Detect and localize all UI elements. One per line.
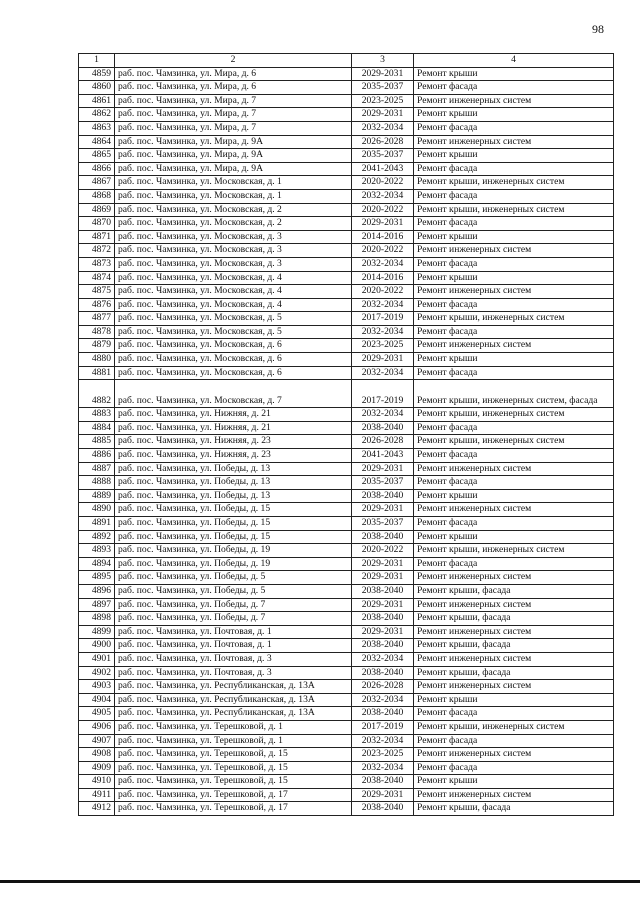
work-type-cell: Ремонт фасада [414,298,614,312]
period-cell: 2038-2040 [352,639,414,653]
row-number-cell: 4866 [79,162,115,176]
address-cell: раб. пос. Чамзинка, ул. Мира, д. 9А [115,162,352,176]
period-cell: 2038-2040 [352,666,414,680]
period-cell: 2038-2040 [352,802,414,816]
table-row [79,217,614,231]
work-type-cell: Ремонт крыши [414,693,614,707]
row-number-cell: 4885 [79,435,115,449]
period-cell: 2032-2034 [352,325,414,339]
period-cell: 2026-2028 [352,135,414,149]
work-type-cell: Ремонт крыши, инженерных систем [414,544,614,558]
work-type-cell: Ремонт крыши [414,530,614,544]
row-number-cell: 4908 [79,748,115,762]
row-number-cell: 4912 [79,802,115,816]
work-type-cell: Ремонт фасада [414,476,614,490]
period-cell: 2032-2034 [352,121,414,135]
row-number-cell: 4884 [79,421,115,435]
work-type-cell: Ремонт фасада [414,557,614,571]
row-number-cell: 4868 [79,189,115,203]
period-cell: 2032-2034 [352,761,414,775]
work-type-cell: Ремонт фасада [414,707,614,721]
row-number-cell: 4910 [79,775,115,789]
address-cell: раб. пос. Чамзинка, ул. Нижняя, д. 23 [115,449,352,463]
row-number-cell: 4869 [79,203,115,217]
period-cell: 2032-2034 [352,366,414,380]
work-type-cell: Ремонт крыши, фасада [414,612,614,626]
address-cell: раб. пос. Чамзинка, ул. Победы, д. 5 [115,571,352,585]
row-number-cell: 4883 [79,408,115,422]
address-cell: раб. пос. Чамзинка, ул. Нижняя, д. 21 [115,408,352,422]
header-cell-3: 3 [352,54,414,68]
table-row [79,230,614,244]
table-row [79,680,614,694]
address-cell: раб. пос. Чамзинка, ул. Московская, д. 5 [115,312,352,326]
period-cell: 2038-2040 [352,489,414,503]
address-cell: раб. пос. Чамзинка, ул. Победы, д. 13 [115,462,352,476]
address-cell: раб. пос. Чамзинка, ул. Московская, д. 2 [115,203,352,217]
period-cell: 2038-2040 [352,707,414,721]
work-type-cell: Ремонт инженерных систем [414,462,614,476]
period-cell: 2014-2016 [352,271,414,285]
table-row [79,775,614,789]
period-cell: 2032-2034 [352,652,414,666]
row-number-cell: 4887 [79,462,115,476]
row-number-cell: 4904 [79,693,115,707]
row-number-cell: 4875 [79,285,115,299]
period-cell: 2038-2040 [352,584,414,598]
period-cell: 2038-2040 [352,530,414,544]
address-cell: раб. пос. Чамзинка, ул. Московская, д. 4 [115,285,352,299]
work-type-cell: Ремонт крыши, инженерных систем [414,720,614,734]
row-number-cell: 4907 [79,734,115,748]
table-row [79,557,614,571]
work-type-cell: Ремонт фасада [414,449,614,463]
work-type-cell: Ремонт инженерных систем [414,652,614,666]
work-type-cell: Ремонт крыши, фасада [414,584,614,598]
table-row [79,257,614,271]
table-row [79,135,614,149]
row-number-cell: 4909 [79,761,115,775]
work-type-cell: Ремонт фасада [414,517,614,531]
address-cell: раб. пос. Чамзинка, ул. Терешковой, д. 17 [115,788,352,802]
work-type-cell: Ремонт фасада [414,257,614,271]
table-row [79,652,614,666]
period-cell: 2038-2040 [352,612,414,626]
address-cell: раб. пос. Чамзинка, ул. Мира, д. 7 [115,94,352,108]
table-row [79,176,614,190]
address-cell: раб. пос. Чамзинка, ул. Победы, д. 7 [115,612,352,626]
table-row [79,693,614,707]
address-cell: раб. пос. Чамзинка, ул. Почтовая, д. 3 [115,666,352,680]
period-cell: 2020-2022 [352,176,414,190]
header-cell-4: 4 [414,54,614,68]
period-cell: 2032-2034 [352,189,414,203]
work-type-cell: Ремонт инженерных систем [414,571,614,585]
table-row [79,748,614,762]
repair-schedule-table [78,53,614,816]
address-cell: раб. пос. Чамзинка, ул. Победы, д. 15 [115,517,352,531]
period-cell: 2017-2019 [352,312,414,326]
row-number-cell: 4903 [79,680,115,694]
row-number-cell: 4859 [79,67,115,81]
period-cell: 2026-2028 [352,435,414,449]
bottom-scan-edge [0,880,640,883]
address-cell: раб. пос. Чамзинка, ул. Победы, д. 7 [115,598,352,612]
table-row [79,707,614,721]
period-cell: 2032-2034 [352,257,414,271]
work-type-cell: Ремонт крыши, инженерных систем [414,435,614,449]
address-cell: раб. пос. Чамзинка, ул. Почтовая, д. 3 [115,652,352,666]
period-cell: 2029-2031 [352,598,414,612]
table-row [79,489,614,503]
work-type-cell: Ремонт фасада [414,81,614,95]
work-type-cell: Ремонт крыши, фасада [414,666,614,680]
table-row [79,435,614,449]
work-type-cell: Ремонт инженерных систем [414,244,614,258]
table-row [79,285,614,299]
row-number-cell: 4891 [79,517,115,531]
header-cell-1: 1 [79,54,115,68]
address-cell: раб. пос. Чамзинка, ул. Московская, д. 3 [115,244,352,258]
row-number-cell: 4881 [79,366,115,380]
period-cell: 2029-2031 [352,108,414,122]
row-number-cell: 4896 [79,584,115,598]
row-number-cell: 4871 [79,230,115,244]
row-number-cell: 4863 [79,121,115,135]
address-cell: раб. пос. Чамзинка, ул. Московская, д. 6 [115,339,352,353]
table-row [79,81,614,95]
period-cell: 2032-2034 [352,408,414,422]
address-cell: раб. пос. Чамзинка, ул. Терешковой, д. 15 [115,775,352,789]
work-type-cell: Ремонт крыши [414,108,614,122]
period-cell: 2017-2019 [352,380,414,408]
work-type-cell: Ремонт фасада [414,121,614,135]
row-number-cell: 4886 [79,449,115,463]
table-row [79,802,614,816]
table-row [79,625,614,639]
period-cell: 2029-2031 [352,462,414,476]
table-row [79,734,614,748]
address-cell: раб. пос. Чамзинка, ул. Победы, д. 15 [115,530,352,544]
period-cell: 2029-2031 [352,571,414,585]
table-row [79,271,614,285]
row-number-cell: 4898 [79,612,115,626]
table-row [79,298,614,312]
address-cell: раб. пос. Чамзинка, ул. Победы, д. 19 [115,544,352,558]
row-number-cell: 4870 [79,217,115,231]
work-type-cell: Ремонт фасада [414,366,614,380]
row-number-cell: 4861 [79,94,115,108]
work-type-cell: Ремонт инженерных систем [414,503,614,517]
address-cell: раб. пос. Чамзинка, ул. Московская, д. 3 [115,257,352,271]
row-number-cell: 4889 [79,489,115,503]
address-cell: раб. пос. Чамзинка, ул. Мира, д. 9А [115,135,352,149]
row-number-cell: 4906 [79,720,115,734]
table-row [79,666,614,680]
address-cell: раб. пос. Чамзинка, ул. Республиканская, д. 13А [115,693,352,707]
table-row [79,203,614,217]
address-cell: раб. пос. Чамзинка, ул. Победы, д. 15 [115,503,352,517]
table-row [79,598,614,612]
work-type-cell: Ремонт крыши, инженерных систем [414,408,614,422]
table-row [79,121,614,135]
period-cell: 2020-2022 [352,544,414,558]
row-number-cell: 4911 [79,788,115,802]
address-cell: раб. пос. Чамзинка, ул. Московская, д. 6 [115,353,352,367]
row-number-cell: 4892 [79,530,115,544]
row-number-cell: 4900 [79,639,115,653]
table-row [79,476,614,490]
address-cell: раб. пос. Чамзинка, ул. Терешковой, д. 15 [115,761,352,775]
period-cell: 2014-2016 [352,230,414,244]
row-number-cell: 4888 [79,476,115,490]
table-row [79,408,614,422]
work-type-cell: Ремонт крыши, инженерных систем [414,203,614,217]
table-row [79,584,614,598]
row-number-cell: 4895 [79,571,115,585]
period-cell: 2023-2025 [352,748,414,762]
work-type-cell: Ремонт крыши, фасада [414,802,614,816]
work-type-cell: Ремонт инженерных систем [414,135,614,149]
address-cell: раб. пос. Чамзинка, ул. Нижняя, д. 21 [115,421,352,435]
work-type-cell: Ремонт крыши [414,271,614,285]
table-row [79,761,614,775]
period-cell: 2023-2025 [352,339,414,353]
table-row [79,67,614,81]
address-cell: раб. пос. Чамзинка, ул. Почтовая, д. 1 [115,639,352,653]
table-row [79,530,614,544]
row-number-cell: 4897 [79,598,115,612]
work-type-cell: Ремонт крыши [414,353,614,367]
header-cell-2: 2 [115,54,352,68]
table-row [79,162,614,176]
table-row [79,380,614,408]
work-type-cell: Ремонт инженерных систем [414,94,614,108]
address-cell: раб. пос. Чамзинка, ул. Нижняя, д. 23 [115,435,352,449]
work-type-cell: Ремонт крыши [414,775,614,789]
address-cell: раб. пос. Чамзинка, ул. Московская, д. 1 [115,189,352,203]
address-cell: раб. пос. Чамзинка, ул. Мира, д. 9А [115,149,352,163]
period-cell: 2026-2028 [352,680,414,694]
work-type-cell: Ремонт фасада [414,734,614,748]
period-cell: 2029-2031 [352,503,414,517]
table-row [79,571,614,585]
work-type-cell: Ремонт инженерных систем [414,625,614,639]
period-cell: 2020-2022 [352,244,414,258]
table-row [79,312,614,326]
address-cell: раб. пос. Чамзинка, ул. Московская, д. 2 [115,217,352,231]
work-type-cell: Ремонт крыши, фасада [414,639,614,653]
address-cell: раб. пос. Чамзинка, ул. Почтовая, д. 1 [115,625,352,639]
table-row [79,449,614,463]
work-type-cell: Ремонт фасада [414,189,614,203]
address-cell: раб. пос. Чамзинка, ул. Победы, д. 13 [115,489,352,503]
table-row [79,639,614,653]
address-cell: раб. пос. Чамзинка, ул. Терешковой, д. 15 [115,748,352,762]
period-cell: 2032-2034 [352,734,414,748]
period-cell: 2020-2022 [352,203,414,217]
table-row [79,421,614,435]
address-cell: раб. пос. Чамзинка, ул. Мира, д. 6 [115,67,352,81]
row-number-cell: 4867 [79,176,115,190]
period-cell: 2035-2037 [352,81,414,95]
row-number-cell: 4862 [79,108,115,122]
address-cell: раб. пос. Чамзинка, ул. Мира, д. 7 [115,108,352,122]
address-cell: раб. пос. Чамзинка, ул. Московская, д. 5 [115,325,352,339]
work-type-cell: Ремонт фасада [414,217,614,231]
work-type-cell: Ремонт фасада [414,421,614,435]
address-cell: раб. пос. Чамзинка, ул. Московская, д. 7 [115,380,352,408]
row-number-cell: 4864 [79,135,115,149]
row-number-cell: 4872 [79,244,115,258]
period-cell: 2035-2037 [352,476,414,490]
work-type-cell: Ремонт крыши, инженерных систем [414,312,614,326]
period-cell: 2029-2031 [352,353,414,367]
work-type-cell: Ремонт крыши [414,489,614,503]
period-cell: 2029-2031 [352,557,414,571]
address-cell: раб. пос. Чамзинка, ул. Победы, д. 5 [115,584,352,598]
row-number-cell: 4893 [79,544,115,558]
table-row [79,366,614,380]
work-type-cell: Ремонт крыши [414,67,614,81]
table-header-row [79,54,614,68]
address-cell: раб. пос. Чамзинка, ул. Московская, д. 1 [115,176,352,190]
work-type-cell: Ремонт инженерных систем [414,285,614,299]
period-cell: 2017-2019 [352,720,414,734]
table-row [79,720,614,734]
work-type-cell: Ремонт фасада [414,325,614,339]
table-row [79,353,614,367]
row-number-cell: 4882 [79,380,115,408]
address-cell: раб. пос. Чамзинка, ул. Терешковой, д. 1 [115,734,352,748]
table-row [79,244,614,258]
row-number-cell: 4878 [79,325,115,339]
address-cell: раб. пос. Чамзинка, ул. Московская, д. 4 [115,298,352,312]
row-number-cell: 4880 [79,353,115,367]
row-number-cell: 4876 [79,298,115,312]
work-type-cell: Ремонт фасада [414,761,614,775]
table-row [79,503,614,517]
row-number-cell: 4877 [79,312,115,326]
address-cell: раб. пос. Чамзинка, ул. Победы, д. 13 [115,476,352,490]
address-cell: раб. пос. Чамзинка, ул. Победы, д. 19 [115,557,352,571]
period-cell: 2038-2040 [352,421,414,435]
period-cell: 2038-2040 [352,775,414,789]
work-type-cell: Ремонт инженерных систем [414,339,614,353]
work-type-cell: Ремонт крыши [414,230,614,244]
address-cell: раб. пос. Чамзинка, ул. Мира, д. 7 [115,121,352,135]
period-cell: 2041-2043 [352,162,414,176]
table-row [79,94,614,108]
table-row [79,517,614,531]
address-cell: раб. пос. Чамзинка, ул. Московская, д. 3 [115,230,352,244]
work-type-cell: Ремонт крыши, инженерных систем, фасада [414,380,614,408]
table-row [79,189,614,203]
address-cell: раб. пос. Чамзинка, ул. Терешковой, д. 1 [115,720,352,734]
row-number-cell: 4865 [79,149,115,163]
work-type-cell: Ремонт инженерных систем [414,748,614,762]
period-cell: 2032-2034 [352,298,414,312]
address-cell: раб. пос. Чамзинка, ул. Московская, д. 4 [115,271,352,285]
row-number-cell: 4879 [79,339,115,353]
work-type-cell: Ремонт крыши, инженерных систем [414,176,614,190]
address-cell: раб. пос. Чамзинка, ул. Республиканская, д. 13А [115,680,352,694]
work-type-cell: Ремонт крыши [414,149,614,163]
page-number: 98 [592,22,604,36]
table-row [79,108,614,122]
address-cell: раб. пос. Чамзинка, ул. Московская, д. 6 [115,366,352,380]
row-number-cell: 4873 [79,257,115,271]
work-type-cell: Ремонт инженерных систем [414,598,614,612]
period-cell: 2041-2043 [352,449,414,463]
row-number-cell: 4894 [79,557,115,571]
table-body [79,54,614,816]
row-number-cell: 4899 [79,625,115,639]
table-row [79,612,614,626]
address-cell: раб. пос. Чамзинка, ул. Республиканская, д. 13А [115,707,352,721]
row-number-cell: 4890 [79,503,115,517]
row-number-cell: 4902 [79,666,115,680]
period-cell: 2029-2031 [352,217,414,231]
table-row [79,788,614,802]
period-cell: 2035-2037 [352,517,414,531]
row-number-cell: 4905 [79,707,115,721]
work-type-cell: Ремонт инженерных систем [414,680,614,694]
period-cell: 2032-2034 [352,693,414,707]
work-type-cell: Ремонт инженерных систем [414,788,614,802]
period-cell: 2023-2025 [352,94,414,108]
period-cell: 2029-2031 [352,625,414,639]
table-row [79,544,614,558]
period-cell: 2020-2022 [352,285,414,299]
period-cell: 2035-2037 [352,149,414,163]
address-cell: раб. пос. Чамзинка, ул. Терешковой, д. 17 [115,802,352,816]
table-row [79,462,614,476]
work-type-cell: Ремонт фасада [414,162,614,176]
period-cell: 2029-2031 [352,67,414,81]
row-number-cell: 4860 [79,81,115,95]
period-cell: 2029-2031 [352,788,414,802]
table-row [79,339,614,353]
row-number-cell: 4901 [79,652,115,666]
table-row [79,149,614,163]
row-number-cell: 4874 [79,271,115,285]
address-cell: раб. пос. Чамзинка, ул. Мира, д. 6 [115,81,352,95]
table-row [79,325,614,339]
